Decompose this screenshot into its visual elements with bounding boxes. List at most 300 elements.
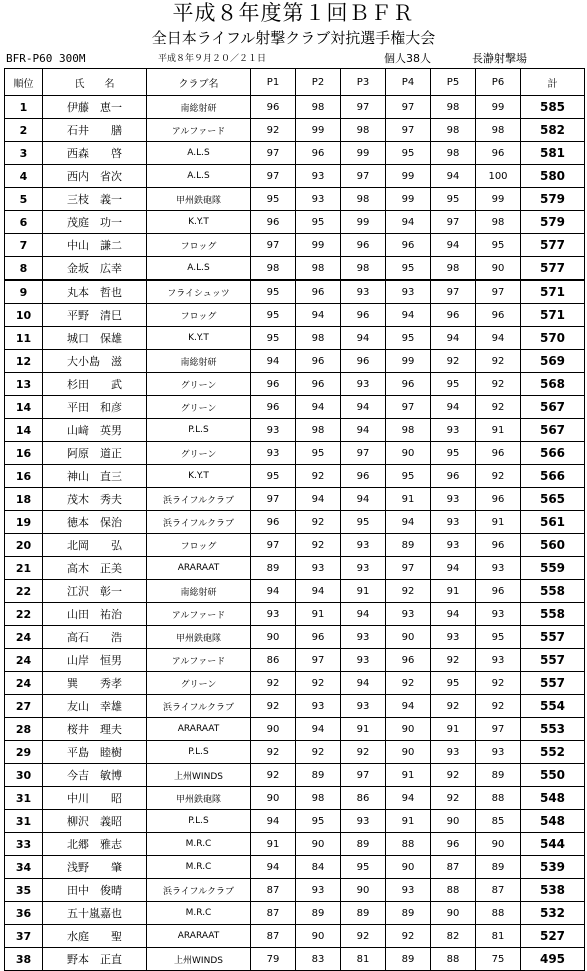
rank-cell: 7: [5, 234, 43, 257]
header-p2: P2: [296, 69, 341, 96]
total-cell: 580: [521, 165, 585, 188]
p6-score-cell: 90: [476, 257, 521, 281]
table-row: [5, 833, 585, 856]
p1-score-cell: 95: [251, 327, 296, 350]
rank-cell: 24: [5, 626, 43, 649]
p3-score-cell: 94: [341, 327, 386, 350]
table-row: [5, 718, 585, 741]
rank-cell: 20: [5, 534, 43, 557]
table-row: [5, 165, 585, 188]
p3-score-cell: 95: [341, 511, 386, 534]
p4-score-cell: 96: [386, 373, 431, 396]
p4-score-cell: 91: [386, 810, 431, 833]
table-row: [5, 557, 585, 580]
rank-cell: 13: [5, 373, 43, 396]
p2-score-cell: 99: [296, 119, 341, 142]
p5-score-cell: 92: [431, 787, 476, 810]
p6-score-cell: 95: [476, 234, 521, 257]
total-cell: 579: [521, 188, 585, 211]
rank-cell: 9: [5, 280, 43, 304]
rank-cell: 31: [5, 810, 43, 833]
total-cell: 558: [521, 603, 585, 626]
p2-score-cell: 96: [296, 350, 341, 373]
p1-score-cell: 95: [251, 280, 296, 304]
p4-score-cell: 90: [386, 718, 431, 741]
total-cell: 557: [521, 649, 585, 672]
name-cell: 杉田 武: [43, 373, 147, 396]
total-cell: 571: [521, 304, 585, 327]
name-cell: 高木 正美: [43, 557, 147, 580]
header-name: 氏 名: [43, 69, 147, 96]
club-cell: ARARAAT: [147, 557, 251, 580]
p5-score-cell: 94: [431, 234, 476, 257]
total-cell: 567: [521, 419, 585, 442]
p5-score-cell: 94: [431, 396, 476, 419]
p1-score-cell: 93: [251, 419, 296, 442]
total-cell: 532: [521, 902, 585, 925]
p3-score-cell: 96: [341, 465, 386, 488]
header-p4: P4: [386, 69, 431, 96]
table-row: [5, 672, 585, 695]
p3-score-cell: 94: [341, 603, 386, 626]
p1-score-cell: 97: [251, 534, 296, 557]
total-cell: 559: [521, 557, 585, 580]
p6-score-cell: 92: [476, 465, 521, 488]
p4-score-cell: 90: [386, 442, 431, 465]
p4-score-cell: 89: [386, 948, 431, 971]
table-row: [5, 511, 585, 534]
p6-score-cell: 93: [476, 557, 521, 580]
table-row: [5, 695, 585, 718]
name-cell: 浅野 肇: [43, 856, 147, 879]
club-cell: フロッグ: [147, 534, 251, 557]
p5-score-cell: 91: [431, 580, 476, 603]
p1-score-cell: 92: [251, 119, 296, 142]
p1-score-cell: 96: [251, 211, 296, 234]
p3-score-cell: 95: [341, 856, 386, 879]
page-subtitle: 全日本ライフル射撃クラブ対抗選手権大会: [151, 29, 436, 47]
p4-score-cell: 96: [386, 234, 431, 257]
p5-score-cell: 96: [431, 304, 476, 327]
table-row: [5, 787, 585, 810]
p3-score-cell: 97: [341, 165, 386, 188]
p3-score-cell: 89: [341, 833, 386, 856]
p6-score-cell: 91: [476, 511, 521, 534]
rank-cell: 27: [5, 695, 43, 718]
rank-cell: 14: [5, 396, 43, 419]
p6-score-cell: 93: [476, 741, 521, 764]
p2-score-cell: 99: [296, 234, 341, 257]
p1-score-cell: 97: [251, 488, 296, 511]
p5-score-cell: 98: [431, 142, 476, 165]
table-row: [5, 488, 585, 511]
total-cell: 557: [521, 626, 585, 649]
p2-score-cell: 98: [296, 96, 341, 119]
p5-score-cell: 96: [431, 465, 476, 488]
name-cell: 野本 正直: [43, 948, 147, 971]
rank-cell: 30: [5, 764, 43, 787]
name-cell: 水庭 聖: [43, 925, 147, 948]
p1-score-cell: 96: [251, 511, 296, 534]
total-cell: 558: [521, 580, 585, 603]
table-row: [5, 327, 585, 350]
club-cell: 南総射研: [147, 96, 251, 119]
p4-score-cell: 91: [386, 764, 431, 787]
club-cell: アルファード: [147, 649, 251, 672]
total-cell: 577: [521, 257, 585, 281]
p3-score-cell: 91: [341, 580, 386, 603]
p1-score-cell: 87: [251, 925, 296, 948]
name-cell: 三枝 義一: [43, 188, 147, 211]
p5-score-cell: 94: [431, 603, 476, 626]
p5-score-cell: 93: [431, 419, 476, 442]
p4-score-cell: 89: [386, 902, 431, 925]
p3-score-cell: 98: [341, 257, 386, 281]
total-cell: 565: [521, 488, 585, 511]
rank-cell: 8: [5, 257, 43, 281]
p1-score-cell: 92: [251, 764, 296, 787]
total-cell: 569: [521, 350, 585, 373]
club-cell: アルファード: [147, 603, 251, 626]
p1-score-cell: 92: [251, 672, 296, 695]
p3-score-cell: 96: [341, 304, 386, 327]
total-cell: 581: [521, 142, 585, 165]
p3-score-cell: 94: [341, 672, 386, 695]
p6-score-cell: 96: [476, 304, 521, 327]
p3-score-cell: 81: [341, 948, 386, 971]
total-cell: 566: [521, 442, 585, 465]
p2-score-cell: 98: [296, 787, 341, 810]
name-cell: 西内 省次: [43, 165, 147, 188]
name-cell: 山﨑 英男: [43, 419, 147, 442]
table-row: [5, 280, 585, 304]
club-cell: M.R.C: [147, 833, 251, 856]
p4-score-cell: 98: [386, 419, 431, 442]
p4-score-cell: 91: [386, 488, 431, 511]
p3-score-cell: 93: [341, 810, 386, 833]
p2-score-cell: 96: [296, 626, 341, 649]
results-table: [4, 68, 585, 971]
p3-score-cell: 86: [341, 787, 386, 810]
p2-score-cell: 93: [296, 188, 341, 211]
p2-score-cell: 97: [296, 649, 341, 672]
p6-score-cell: 100: [476, 165, 521, 188]
header-rank: 順位: [5, 69, 43, 96]
p6-score-cell: 91: [476, 419, 521, 442]
header-total: 計: [521, 69, 585, 96]
header-club: クラブ名: [147, 69, 251, 96]
rank-cell: 10: [5, 304, 43, 327]
rank-cell: 37: [5, 925, 43, 948]
table-row: [5, 419, 585, 442]
p2-score-cell: 92: [296, 511, 341, 534]
name-cell: 中川 昭: [43, 787, 147, 810]
p5-score-cell: 90: [431, 810, 476, 833]
p1-score-cell: 90: [251, 787, 296, 810]
header-p3: P3: [341, 69, 386, 96]
p6-score-cell: 92: [476, 350, 521, 373]
total-cell: 554: [521, 695, 585, 718]
p6-score-cell: 98: [476, 119, 521, 142]
table-row: [5, 234, 585, 257]
name-cell: 城口 保雄: [43, 327, 147, 350]
p1-score-cell: 86: [251, 649, 296, 672]
table-row: [5, 119, 585, 142]
p5-score-cell: 91: [431, 718, 476, 741]
header-p1: P1: [251, 69, 296, 96]
p4-score-cell: 97: [386, 119, 431, 142]
p1-score-cell: 91: [251, 833, 296, 856]
total-cell: 548: [521, 810, 585, 833]
p6-score-cell: 92: [476, 373, 521, 396]
rank-cell: 36: [5, 902, 43, 925]
rank-cell: 21: [5, 557, 43, 580]
p5-score-cell: 95: [431, 442, 476, 465]
p1-score-cell: 93: [251, 442, 296, 465]
p1-score-cell: 97: [251, 234, 296, 257]
p6-score-cell: 87: [476, 879, 521, 902]
p6-score-cell: 96: [476, 488, 521, 511]
p5-score-cell: 87: [431, 856, 476, 879]
club-cell: グリーン: [147, 373, 251, 396]
p6-score-cell: 99: [476, 188, 521, 211]
p6-score-cell: 90: [476, 833, 521, 856]
p1-score-cell: 90: [251, 718, 296, 741]
p6-score-cell: 93: [476, 649, 521, 672]
name-cell: 五十嵐嘉也: [43, 902, 147, 925]
table-row: [5, 442, 585, 465]
table-row: [5, 96, 585, 119]
p2-score-cell: 94: [296, 718, 341, 741]
name-cell: 大小島 滋: [43, 350, 147, 373]
p4-score-cell: 95: [386, 142, 431, 165]
rank-cell: 16: [5, 442, 43, 465]
p2-score-cell: 95: [296, 211, 341, 234]
p1-score-cell: 97: [251, 165, 296, 188]
p4-score-cell: 97: [386, 96, 431, 119]
rank-cell: 4: [5, 165, 43, 188]
event-date: 平成８年９月２０／２１日: [158, 54, 267, 64]
name-cell: 桜井 理夫: [43, 718, 147, 741]
venue: 長瀞射撃場: [472, 52, 527, 65]
p2-score-cell: 93: [296, 879, 341, 902]
name-cell: 山岸 恒男: [43, 649, 147, 672]
club-cell: フライシュッツ: [147, 280, 251, 304]
p2-score-cell: 93: [296, 165, 341, 188]
name-cell: 今吉 敏博: [43, 764, 147, 787]
p5-score-cell: 97: [431, 280, 476, 304]
p3-score-cell: 91: [341, 718, 386, 741]
p6-score-cell: 85: [476, 810, 521, 833]
name-cell: 中山 謙二: [43, 234, 147, 257]
table-row: [5, 373, 585, 396]
p2-score-cell: 94: [296, 488, 341, 511]
p3-score-cell: 92: [341, 925, 386, 948]
p2-score-cell: 95: [296, 810, 341, 833]
rank-cell: 16: [5, 465, 43, 488]
name-cell: 丸本 哲也: [43, 280, 147, 304]
rank-cell: 35: [5, 879, 43, 902]
participant-count: 個人38人: [384, 52, 431, 65]
table-row: [5, 396, 585, 419]
p6-score-cell: 75: [476, 948, 521, 971]
p2-score-cell: 84: [296, 856, 341, 879]
p6-score-cell: 88: [476, 787, 521, 810]
name-cell: 高石 浩: [43, 626, 147, 649]
p2-score-cell: 98: [296, 257, 341, 281]
rank-cell: 5: [5, 188, 43, 211]
table-row: [5, 304, 585, 327]
p1-score-cell: 94: [251, 580, 296, 603]
name-cell: 石井 膳: [43, 119, 147, 142]
club-cell: 浜ライフルクラブ: [147, 879, 251, 902]
p6-score-cell: 89: [476, 764, 521, 787]
p2-score-cell: 92: [296, 465, 341, 488]
table-row: [5, 741, 585, 764]
p1-score-cell: 97: [251, 142, 296, 165]
p4-score-cell: 99: [386, 188, 431, 211]
p3-score-cell: 99: [341, 142, 386, 165]
p5-score-cell: 97: [431, 211, 476, 234]
table-row: [5, 188, 585, 211]
p1-score-cell: 92: [251, 695, 296, 718]
p3-score-cell: 90: [341, 879, 386, 902]
p5-score-cell: 92: [431, 764, 476, 787]
table-row: [5, 764, 585, 787]
header-p6: P6: [476, 69, 521, 96]
total-cell: 566: [521, 465, 585, 488]
rank-cell: 22: [5, 603, 43, 626]
name-cell: 平野 清巳: [43, 304, 147, 327]
p1-score-cell: 90: [251, 626, 296, 649]
p3-score-cell: 93: [341, 280, 386, 304]
p5-score-cell: 96: [431, 833, 476, 856]
header-p5: P5: [431, 69, 476, 96]
total-cell: 539: [521, 856, 585, 879]
p2-score-cell: 92: [296, 534, 341, 557]
name-cell: 神山 直三: [43, 465, 147, 488]
total-cell: 553: [521, 718, 585, 741]
club-cell: 浜ライフルクラブ: [147, 488, 251, 511]
p2-score-cell: 91: [296, 603, 341, 626]
p3-score-cell: 96: [341, 350, 386, 373]
p3-score-cell: 98: [341, 119, 386, 142]
p3-score-cell: 94: [341, 396, 386, 419]
header-row: [5, 69, 585, 96]
total-cell: 495: [521, 948, 585, 971]
name-cell: 田中 俊晴: [43, 879, 147, 902]
rank-cell: 24: [5, 649, 43, 672]
p1-score-cell: 89: [251, 557, 296, 580]
name-cell: 西森 啓: [43, 142, 147, 165]
table-row: [5, 626, 585, 649]
p1-score-cell: 95: [251, 465, 296, 488]
name-cell: 伊藤 恵一: [43, 96, 147, 119]
p5-score-cell: 98: [431, 257, 476, 281]
rank-cell: 34: [5, 856, 43, 879]
p3-score-cell: 99: [341, 211, 386, 234]
p4-score-cell: 94: [386, 695, 431, 718]
rank-cell: 2: [5, 119, 43, 142]
name-cell: 阿原 道正: [43, 442, 147, 465]
p5-score-cell: 98: [431, 119, 476, 142]
p5-score-cell: 94: [431, 165, 476, 188]
table-row: [5, 603, 585, 626]
p1-score-cell: 95: [251, 304, 296, 327]
p3-score-cell: 92: [341, 741, 386, 764]
p2-score-cell: 96: [296, 280, 341, 304]
total-cell: 538: [521, 879, 585, 902]
name-cell: 北郷 雅志: [43, 833, 147, 856]
table-row: [5, 580, 585, 603]
table-row: [5, 925, 585, 948]
club-cell: K.Y.T: [147, 465, 251, 488]
p3-score-cell: 97: [341, 96, 386, 119]
p2-score-cell: 93: [296, 695, 341, 718]
p2-score-cell: 94: [296, 304, 341, 327]
club-cell: M.R.C: [147, 902, 251, 925]
results-body: [5, 96, 585, 971]
club-cell: K.Y.T: [147, 327, 251, 350]
table-row: [5, 350, 585, 373]
p1-score-cell: 87: [251, 879, 296, 902]
table-row: [5, 879, 585, 902]
club-cell: P.L.S: [147, 810, 251, 833]
total-cell: 585: [521, 96, 585, 119]
rank-cell: 6: [5, 211, 43, 234]
club-cell: フロッグ: [147, 304, 251, 327]
p1-score-cell: 87: [251, 902, 296, 925]
p4-score-cell: 94: [386, 787, 431, 810]
total-cell: 561: [521, 511, 585, 534]
p5-score-cell: 82: [431, 925, 476, 948]
p1-score-cell: 98: [251, 257, 296, 281]
p5-score-cell: 92: [431, 695, 476, 718]
p2-score-cell: 98: [296, 327, 341, 350]
rank-cell: 22: [5, 580, 43, 603]
club-cell: グリーン: [147, 442, 251, 465]
p5-score-cell: 93: [431, 488, 476, 511]
p4-score-cell: 94: [386, 511, 431, 534]
p4-score-cell: 88: [386, 833, 431, 856]
p4-score-cell: 90: [386, 741, 431, 764]
p4-score-cell: 95: [386, 257, 431, 281]
club-cell: グリーン: [147, 672, 251, 695]
total-cell: 571: [521, 280, 585, 304]
p1-score-cell: 96: [251, 373, 296, 396]
rank-cell: 12: [5, 350, 43, 373]
club-cell: A.L.S: [147, 257, 251, 281]
table-row: [5, 810, 585, 833]
p5-score-cell: 98: [431, 96, 476, 119]
p2-score-cell: 89: [296, 902, 341, 925]
name-cell: 徳本 保治: [43, 511, 147, 534]
club-cell: 上州WINDS: [147, 948, 251, 971]
p5-score-cell: 95: [431, 672, 476, 695]
p2-score-cell: 92: [296, 672, 341, 695]
p4-score-cell: 90: [386, 626, 431, 649]
p3-score-cell: 93: [341, 626, 386, 649]
name-cell: 友山 幸雄: [43, 695, 147, 718]
total-cell: 570: [521, 327, 585, 350]
p3-score-cell: 93: [341, 649, 386, 672]
p4-score-cell: 97: [386, 396, 431, 419]
p6-score-cell: 92: [476, 695, 521, 718]
p2-score-cell: 95: [296, 442, 341, 465]
p5-score-cell: 93: [431, 511, 476, 534]
name-cell: 茂庭 功一: [43, 211, 147, 234]
p6-score-cell: 96: [476, 142, 521, 165]
